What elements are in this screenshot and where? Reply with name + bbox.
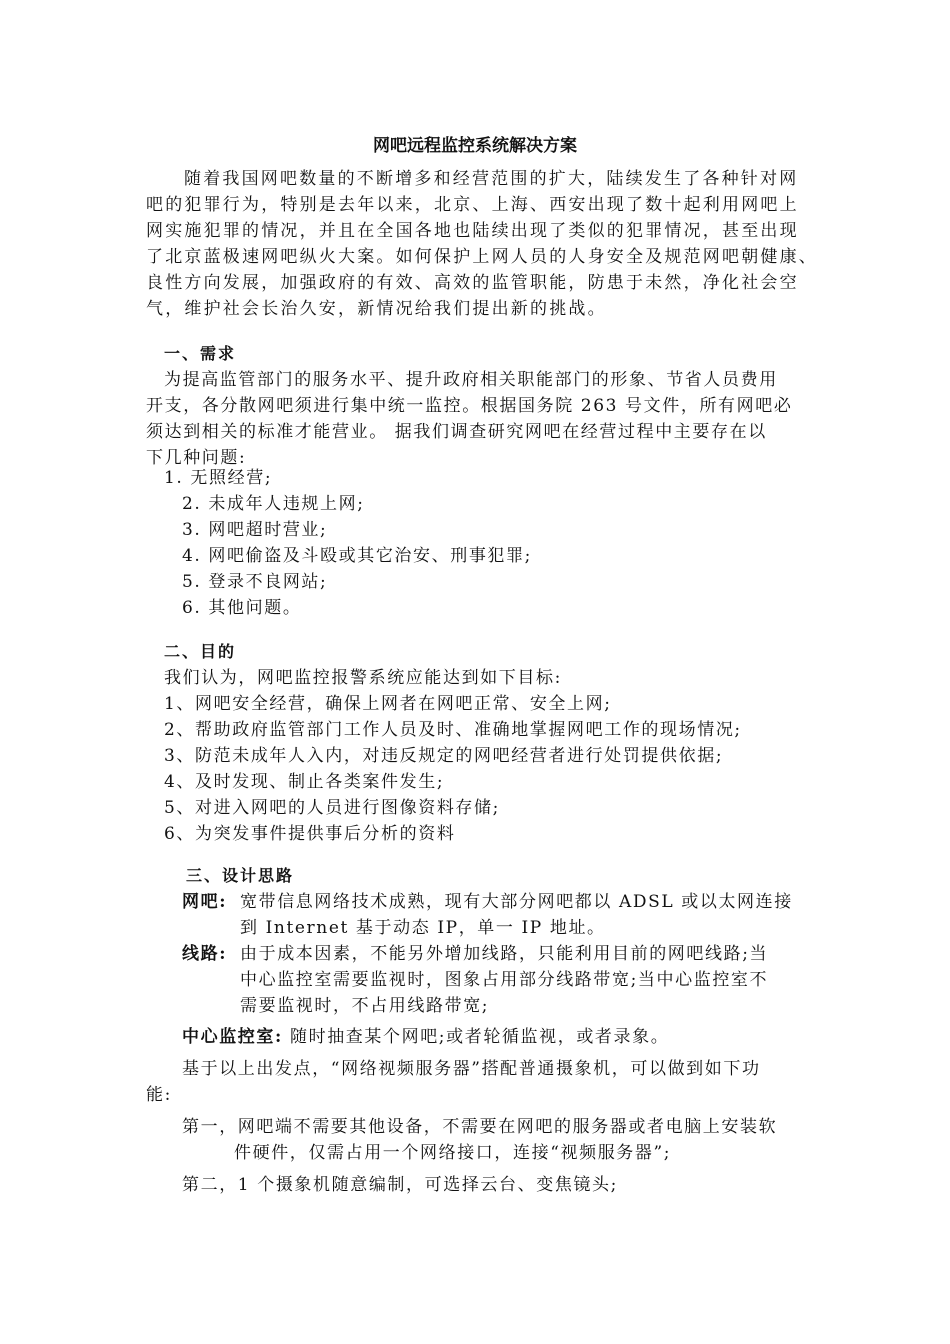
list-item: 1. 无照经营;: [164, 468, 273, 488]
list-item: 1、网吧安全经营，确保上网者在网吧正常、安全上网;: [164, 694, 612, 714]
netbar-line: 宽带信息网络技术成熟，现有大部分网吧都以 ADSL 或以太网连接: [240, 892, 793, 912]
intro-line: 网实施犯罪的情况，并且在全国各地也陆续出现了类似的犯罪情况，甚至出现: [146, 221, 799, 241]
list-item: 2、帮助政府监管部门工作人员及时、准确地掌握网吧工作的现场情况;: [164, 720, 742, 740]
requirements-line: 开支，各分散网吧须进行集中统一监控。根据国务院 263 号文件，所有网吧必: [146, 396, 793, 416]
list-item: 5、对进入网吧的人员进行图像资料存储;: [164, 798, 500, 818]
first-line: 第一，网吧端不需要其他设备，不需要在网吧的服务器或者电脑上安装软: [182, 1117, 778, 1137]
requirements-line: 为提高监管部门的服务水平、提升政府相关职能部门的形象、节省人员费用: [164, 370, 778, 390]
intro-line: 良性方向发展，加强政府的有效、高效的监管职能，防患于未然，净化社会空: [146, 273, 799, 293]
list-item: 4、及时发现、制止各类案件发生;: [164, 772, 445, 792]
center-label: 中心监控室:: [182, 1027, 283, 1047]
line-label: 线路:: [182, 944, 228, 964]
document-title: 网吧远程监控系统解决方案: [373, 136, 577, 156]
line-text: 中心监控室需要监视时，图象占用部分线路带宽;当中心监控室不: [240, 970, 769, 990]
intro-line: 随着我国网吧数量的不断增多和经营范围的扩大，陆续发生了各种针对网: [184, 169, 799, 189]
first-line: 件硬件，仅需占用一个网络接口，连接“视频服务器”;: [234, 1143, 672, 1163]
intro-line: 了北京蓝极速网吧纵火大案。如何保护上网人员的人身安全及规范网吧朝健康、: [146, 247, 818, 267]
netbar-line: 到 Internet 基于动态 IP，单一 IP 地址。: [240, 918, 606, 938]
netbar-label: 网吧:: [182, 892, 228, 912]
second-line: 第二，1 个摄象机随意编制，可选择云台、变焦镜头;: [182, 1175, 618, 1195]
center-text: 随时抽查某个网吧;或者轮循监视，或者录象。: [290, 1027, 670, 1047]
list-item: 3、防范未成年人入内，对违反规定的网吧经营者进行处罚提供依据;: [164, 746, 724, 766]
list-item: 6. 其他问题。: [182, 598, 302, 618]
list-item: 6、为突发事件提供事后分析的资料: [164, 824, 456, 844]
section-heading-goals: 二、目的: [164, 642, 237, 661]
section-heading-requirements: 一、需求: [164, 344, 237, 363]
list-item: 2. 未成年人违规上网;: [182, 494, 365, 514]
requirements-line: 下几种问题:: [146, 448, 247, 468]
section-heading-design: 三、设计思路: [186, 866, 295, 885]
basis-line: 能:: [146, 1085, 172, 1105]
requirements-line: 须达到相关的标准才能营业。 据我们调查研究网吧在经营过程中主要存在以: [146, 422, 767, 442]
line-text: 需要监视时，不占用线路带宽;: [240, 996, 490, 1016]
goals-lead: 我们认为，网吧监控报警系统应能达到如下目标:: [164, 668, 562, 688]
intro-line: 吧的犯罪行为，特别是去年以来，北京、上海、西安出现了数十起利用网吧上: [146, 195, 799, 215]
intro-line: 气，维护社会长治久安，新情况给我们提出新的挑战。: [146, 299, 607, 319]
list-item: 3. 网吧超时营业;: [182, 520, 328, 540]
list-item: 4. 网吧偷盗及斗殴或其它治安、刑事犯罪;: [182, 546, 532, 566]
list-item: 5. 登录不良网站;: [182, 572, 328, 592]
basis-line: 基于以上出发点，“网络视频服务器”搭配普通摄象机，可以做到如下功: [182, 1059, 761, 1079]
line-text: 由于成本因素，不能另外增加线路，只能利用目前的网吧线路;当: [240, 944, 769, 964]
